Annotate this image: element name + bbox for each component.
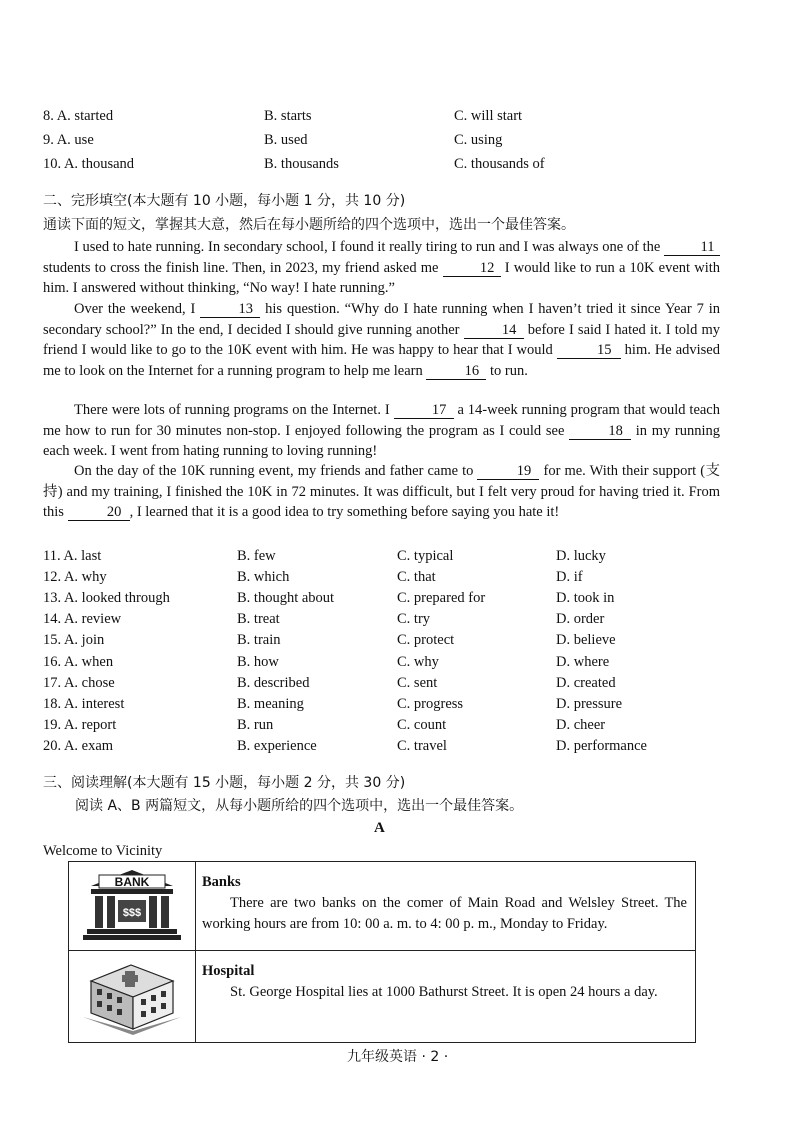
q20-option-d: D. performance — [556, 737, 647, 754]
q11-option-c: C. typical — [397, 548, 454, 564]
hospital-body: St. George Hospital lies at 1000 Bathurst Street. It is open 24 hours a day. — [230, 984, 658, 1000]
q19-option-a: 19. A. report — [43, 716, 117, 733]
cloze-blank-17: 17 — [394, 402, 454, 419]
cloze-blank-14: 14 — [464, 322, 524, 339]
q19-option-d: D. cheer — [556, 716, 606, 733]
q13-option-b: B. thought about — [237, 590, 335, 607]
cloze-text: I used to hate running. In secondary school, I found it really tiring to run and I was always one of the — [74, 239, 664, 255]
page-footer: 九年级英语 · 2 · — [347, 1049, 449, 1065]
q20-option-b: B. experience — [237, 737, 317, 754]
cloze-text: On the day of the 10K running event, my friends and father came to — [74, 463, 478, 479]
q18-option-d: D. pressure — [556, 695, 623, 712]
hospital-icon-cell — [69, 951, 196, 1043]
cloze-blank-19: 19 — [477, 463, 539, 480]
bank-icon — [69, 862, 195, 945]
hospital-icon — [69, 951, 195, 1037]
q11-option-a: 11. A. last — [43, 548, 102, 564]
q14-option-d: D. order — [556, 611, 605, 628]
q10-option-c: C. thousands of — [454, 156, 545, 172]
cloze-blank-15: 15 — [557, 342, 621, 359]
bank-sign-text: BANK — [114, 875, 150, 889]
welcome-title: Welcome to Vicinity — [43, 843, 163, 859]
q18-option-a: 18. A. interest — [43, 695, 125, 712]
q19-option-c: C. count — [397, 716, 447, 733]
cloze-text: to run. — [486, 362, 528, 379]
q13-option-d: D. took in — [556, 590, 615, 607]
q18-option-c: C. progress — [397, 695, 464, 712]
cloze-text: I would like to run a 10K event with him. I answered without thinking, “No way! I hate running.” — [43, 259, 720, 296]
q13-option-a: 13. A. looked through — [43, 590, 170, 607]
cloze-paragraph-4 — [43, 461, 720, 523]
table-row — [69, 862, 696, 951]
cloze-blank-13: 13 — [200, 301, 260, 318]
q15-option-c: C. protect — [397, 632, 455, 649]
q8-option-a: 8. A. started — [43, 108, 114, 124]
q9-option-b: B. used — [264, 132, 308, 148]
q12-option-a: 12. A. why — [43, 569, 107, 586]
q20-option-c: C. travel — [397, 737, 447, 754]
cloze-text: before I said I hated it. I told my friend I would like to go to the 10K event with him. He was happy to hear that I would — [43, 321, 721, 358]
cloze-text: his question. “Why do I hate running when I haven’t tried it since Year 7 in secondary school?” In the end, I decided I should give running another — [43, 301, 720, 338]
q17-option-d: D. created — [556, 674, 616, 691]
q9-option-c: C. using — [454, 132, 503, 148]
bank-icon-cell — [69, 862, 196, 951]
cloze-blank-16: 16 — [426, 363, 486, 380]
cloze-blank-18: 18 — [569, 423, 631, 440]
q16-option-a: 16. A. when — [43, 653, 114, 670]
cloze-text: There were lots of running programs on the Internet. I — [74, 402, 394, 418]
q14-option-b: B. treat — [237, 611, 280, 628]
q16-option-b: B. how — [237, 653, 279, 670]
hospital-title: Hospital — [202, 963, 255, 979]
cloze-paragraph-3 — [43, 400, 720, 462]
q15-option-b: B. train — [237, 632, 281, 649]
q17-option-a: 17. A. chose — [43, 674, 115, 691]
q10-option-b: B. thousands — [264, 156, 339, 172]
q8-option-c: C. will start — [454, 108, 523, 124]
section3-heading: 三、阅读理解(本大题有 15 小题，每小题 2 分，共 30 分) — [43, 775, 406, 791]
section3-instruction: 阅读 A、B 两篇短文，从每小题所给的四个选项中，选出一个最佳答案。 — [75, 798, 524, 814]
q16-option-d: D. where — [556, 653, 610, 670]
cloze-text: him. He advised me to look on the Internet for a running program to help me learn — [43, 342, 720, 379]
q10-option-a: 10. A. thousand — [43, 156, 135, 172]
q12-option-b: B. which — [237, 569, 290, 586]
cloze-blank-12: 12 — [443, 260, 501, 277]
cloze-paragraph-2 — [43, 299, 720, 381]
q9-option-a: 9. A. use — [43, 132, 94, 148]
section2-instruction: 通读下面的短文，掌握其大意，然后在每小题所给的四个选项中，选出一个最佳答案。 — [43, 217, 575, 233]
q11-option-b: B. few — [237, 548, 276, 564]
q17-option-b: B. described — [237, 674, 310, 691]
banks-title: Banks — [202, 874, 241, 890]
banks-body: There are two banks on the comer of Main Road and Welsley Street. The working hours are from 10: 00 a. m. to 4: 00 p. m., Monday to Friday. — [202, 895, 687, 932]
q11-option-d: D. lucky — [556, 548, 606, 564]
cloze-text: a 14-week running program that would teach me how to run for 30 minutes non-stop. I enjoyed following the program as I could see — [43, 402, 720, 439]
cloze-text: Over the weekend, I — [74, 301, 201, 317]
q12-option-c: C. that — [397, 569, 436, 586]
table-row — [69, 951, 696, 1043]
cloze-text: , I learned that it is a good idea to try something before saying you hate it! — [129, 504, 560, 520]
cloze-blank-11: 11 — [664, 239, 720, 256]
q18-option-b: B. meaning — [237, 695, 304, 712]
q15-option-d: D. believe — [556, 632, 616, 649]
q13-option-c: C. prepared for — [397, 590, 486, 607]
q16-option-c: C. why — [397, 653, 439, 670]
q19-option-b: B. run — [237, 716, 274, 733]
cloze-blank-20: 20 — [68, 504, 130, 521]
passage-label: A — [374, 820, 385, 836]
cloze-paragraph-1 — [43, 237, 720, 299]
banks-info — [196, 862, 696, 951]
section2-heading: 二、完形填空(本大题有 10 小题，每小题 1 分，共 10 分) — [43, 193, 406, 209]
q14-option-a: 14. A. review — [43, 611, 122, 628]
q8-option-b: B. starts — [264, 108, 312, 124]
cloze-text: for me. With their support (支持) and my training, I finished the 10K in 72 minutes. It was difficult, but I felt very proud for having tried it. From this — [43, 463, 720, 520]
cloze-text: students to cross the finish line. Then, in 2023, my friend asked me — [43, 259, 443, 276]
hospital-info — [196, 951, 696, 1043]
cloze-text: in my running each week. I went from hating running to loving running! — [43, 422, 721, 459]
vicinity-table — [68, 861, 696, 1043]
q17-option-c: C. sent — [397, 674, 438, 691]
q14-option-c: C. try — [397, 611, 431, 628]
bank-dollar-text: $$$ — [122, 907, 142, 919]
q20-option-a: 20. A. exam — [43, 737, 114, 754]
q12-option-d: D. if — [556, 569, 583, 586]
q15-option-a: 15. A. join — [43, 632, 105, 649]
